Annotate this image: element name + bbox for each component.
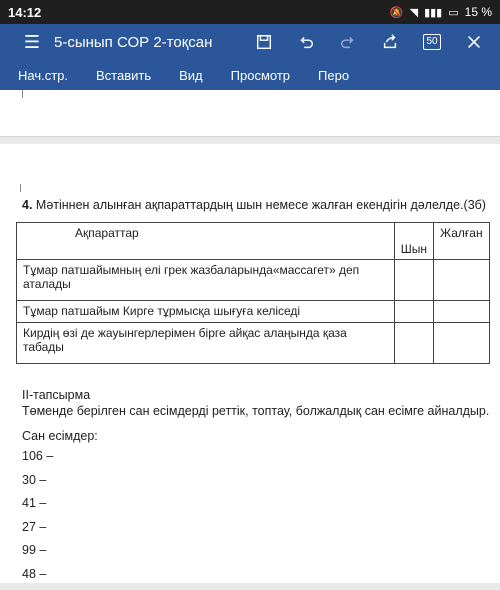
numbers-title: Сан есімдер: <box>22 429 98 443</box>
tab-draw[interactable]: Перо <box>318 68 349 83</box>
row-statement: Кирдің өзі де жауынгерлерімен бірге айқас алаңында қаза табады <box>17 323 395 364</box>
status-bar <box>0 0 500 24</box>
close-icon[interactable] <box>464 32 484 52</box>
mute-icon: 🔕 <box>390 6 404 19</box>
ribbon-tabs <box>0 60 500 90</box>
table-row <box>17 323 490 364</box>
row-statement: Тұмар патшайымның елі грек жазбаларында«массагет» деп аталады <box>17 260 395 301</box>
document-title: 5-сынып СОР 2-тоқсан <box>54 34 212 51</box>
save-icon[interactable] <box>254 32 274 52</box>
battery-icon: ▭ <box>448 6 458 19</box>
header-info: Ақпараттар <box>17 223 395 260</box>
row-statement: Тұмар патшайым Кирге тұрмысқа шығуға келіседі <box>17 301 395 323</box>
info-table <box>16 222 490 364</box>
true-cell[interactable] <box>394 323 433 364</box>
list-item: 27 – <box>22 520 53 544</box>
question-4 <box>22 198 486 212</box>
list-item: 41 – <box>22 496 53 520</box>
true-cell[interactable] <box>394 260 433 301</box>
list-item: 48 – <box>22 567 53 590</box>
list-item: 106 – <box>22 449 53 473</box>
zoom-badge[interactable]: 50 <box>422 32 442 52</box>
question-text: Мәтіннен алынған ақпараттардың шын немесе жалған екендігін дәлелде.(3б) <box>32 198 486 212</box>
question-number: 4. <box>22 198 32 212</box>
tab-insert[interactable]: Вставить <box>96 68 151 83</box>
list-item: 99 – <box>22 543 53 567</box>
document-page[interactable] <box>0 144 500 583</box>
numbers-list <box>22 449 53 590</box>
previous-page <box>0 90 500 137</box>
signal-icon: ▮▮▮ <box>424 6 442 19</box>
redo-icon[interactable] <box>338 32 358 52</box>
header-true: Шын <box>394 223 433 260</box>
list-item: 30 – <box>22 473 53 497</box>
tab-home[interactable]: Нач.стр. <box>18 68 68 83</box>
tab-review[interactable]: Просмотр <box>231 68 290 83</box>
false-cell[interactable] <box>434 323 490 364</box>
undo-icon[interactable] <box>296 32 316 52</box>
table-row <box>17 260 490 301</box>
section-description: Төменде берілген сан есімдерді реттік, топтау, болжалдық сан есімге айналдыр. <box>22 404 489 418</box>
false-cell[interactable] <box>434 301 490 323</box>
table-header-row <box>17 223 490 260</box>
table-row <box>17 301 490 323</box>
true-cell[interactable] <box>394 301 433 323</box>
app-actions <box>254 32 484 52</box>
wifi-icon: ◥ <box>410 6 418 19</box>
battery-level: 15 % <box>465 5 492 19</box>
section-title: ІІ-тапсырма <box>22 388 90 402</box>
app-bar <box>0 24 500 60</box>
status-time: 14:12 <box>8 5 41 20</box>
page-margin-mark <box>20 184 21 192</box>
header-false: Жалған <box>434 223 490 260</box>
status-icons <box>390 5 492 19</box>
false-cell[interactable] <box>434 260 490 301</box>
hamburger-menu-icon[interactable]: ☰ <box>12 32 52 53</box>
tab-view[interactable]: Вид <box>179 68 203 83</box>
share-icon[interactable] <box>380 32 400 52</box>
